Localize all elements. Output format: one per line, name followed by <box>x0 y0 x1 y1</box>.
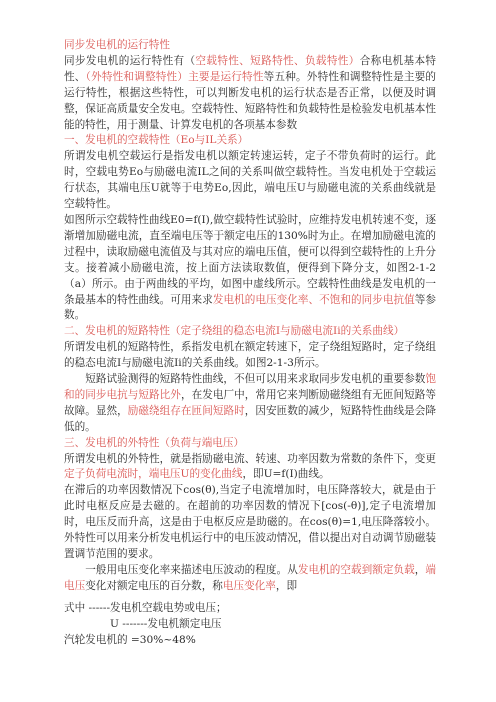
text-run: ，因安匝数的减少，短路特性曲线是会降低的。 <box>64 404 437 433</box>
highlighted-text: 端电压 <box>64 563 437 592</box>
text-run: 如图所示空载特性曲线E0=f(I),做空载特性试验时，应维持发电机转速不变，逐渐增加励磁电流，直至端电压等于额定电压的130%时为止。在增加励磁电流的过程中，读取励磁电流值及与其对应的端电压值，便可以得到空载特性的上升分支。接着减小励磁电流，按上面方法读取数值，便得到下降分支，如图2-1-2（a）所示。由于两曲线的平均，如图中虚线所示。空载特性曲线是发电机的一条最基本的特性曲线。可用来求 <box>64 213 436 306</box>
text-run: 同步发电机的运行特性有（ <box>64 54 196 67</box>
paragraph-voltage-regulation <box>64 563 436 595</box>
paragraph-intro <box>64 54 436 134</box>
highlighted-text: 空载特性、短路特性、负载特性） <box>195 54 360 67</box>
text-run: 所谓发电机空载运行是指发电机以额定转速运转，定子不带负荷时的运行。此时，空载电势Eo与励磁电流IL之间的关系叫做空载特性。当发电机处于空载运行状态，其端电压U就等于电势Eo,因此，端电压U与励磁电流的关系曲线就是空载特性。 <box>64 150 436 211</box>
highlighted-text: （外特性和调整特性）主要是运行特性 <box>85 70 264 83</box>
highlighted-text: 定子负荷电流时，端电压U的变化曲线 <box>64 468 243 481</box>
text-run: ， <box>414 563 426 576</box>
section-heading-short-circuit: 二、发电机的短路特性（定子绕组的稳态电流I与励磁电流Ii的关系曲线） <box>64 325 405 338</box>
highlighted-text: 电压变化率 <box>222 579 276 592</box>
paragraph-external-definition <box>64 452 436 484</box>
paragraph-short-circuit-definition <box>64 340 436 372</box>
text-run: 在滞后的功率因数情况下cos(θ),当定子电流增加时，电压降落较大，就是由于此时电枢反应是去磁的。在超前的功率因数的情况下[cos(-θ)],定子电流增加时，电压反而升高，这是由于电枢反应是助磁的。在cos(θ)=1,电压降落较小。外特性可以用来分析发电机运行中的电压波动情况，借以提出对自动调节励磁装置调节范围的要求。 <box>64 484 436 560</box>
section-heading-no-load: 一、发电机的空载特性（Eo与IL关系） <box>64 134 249 147</box>
paragraph-short-circuit-test <box>64 372 436 436</box>
text-run: 一般用电压变化率来描述电压波动的程度。从 <box>85 563 298 576</box>
paragraph-no-load-curve <box>64 213 436 324</box>
highlighted-text: 发电机的空载到额定负载 <box>297 563 415 576</box>
text-run: 所谓发电机的短路特性，系指发电机在额定转速下，定子绕组短路时，定子绕组的稳态电流I与励磁电流Ii的关系曲线。如图2-1-3所示。 <box>64 341 436 370</box>
section-heading-external: 三、发电机的外特性（负荷与端电压） <box>64 436 245 449</box>
text-run: ，在发电厂中，常用它来判断励磁绕组有无匝间短路等故障。显然， <box>64 388 437 417</box>
text-run: ，即U=f(I)曲线。 <box>242 468 330 481</box>
document-body <box>64 38 436 648</box>
highlighted-text: 发电机的电压变化率、不饱和的同步电抗值 <box>212 293 415 306</box>
text-run: 短路试验测得的短路特性曲线，不但可以用来求取同步发电机的重要参数 <box>85 373 426 386</box>
formula-note-line-1: 式中 ------发电机空载电势或电压； <box>64 601 227 614</box>
text-run: 等参数。 <box>64 293 437 322</box>
highlighted-text: 饱和的同步电抗与短路比外 <box>64 373 436 401</box>
text-run: 变化对额定电压的百分数，称 <box>85 579 223 592</box>
text-run: 所谓发电机的外特性，就是指励磁电流、转速、功率因数为常数的条件下，变更 <box>64 452 436 465</box>
paragraph-no-load-definition <box>64 149 436 213</box>
document-title: 同步发电机的运行特性 <box>64 39 170 51</box>
formula-note-line-2: U -------发电机额定电压 <box>110 617 222 630</box>
formula-note-line-3: 汽轮发电机的 =30%~48% <box>64 633 196 646</box>
text-run: ，即 <box>275 579 298 592</box>
highlighted-text: 励磁绕组存在匝间短路时 <box>127 404 245 417</box>
paragraph-power-factor <box>64 483 436 563</box>
text-run: 合称电机基本特性、 <box>64 54 437 83</box>
text-run: 等五种。外特性和调整特性是主要的运行特性，根据这些特性，可以判断发电机的运行状态是否正常，以便及时调整，保证高质量安全发电。空载特性、短路特性和负载特性是检验发电机基本性能的特性，用于测量、计算发电机的各项基本参数 <box>64 70 437 131</box>
